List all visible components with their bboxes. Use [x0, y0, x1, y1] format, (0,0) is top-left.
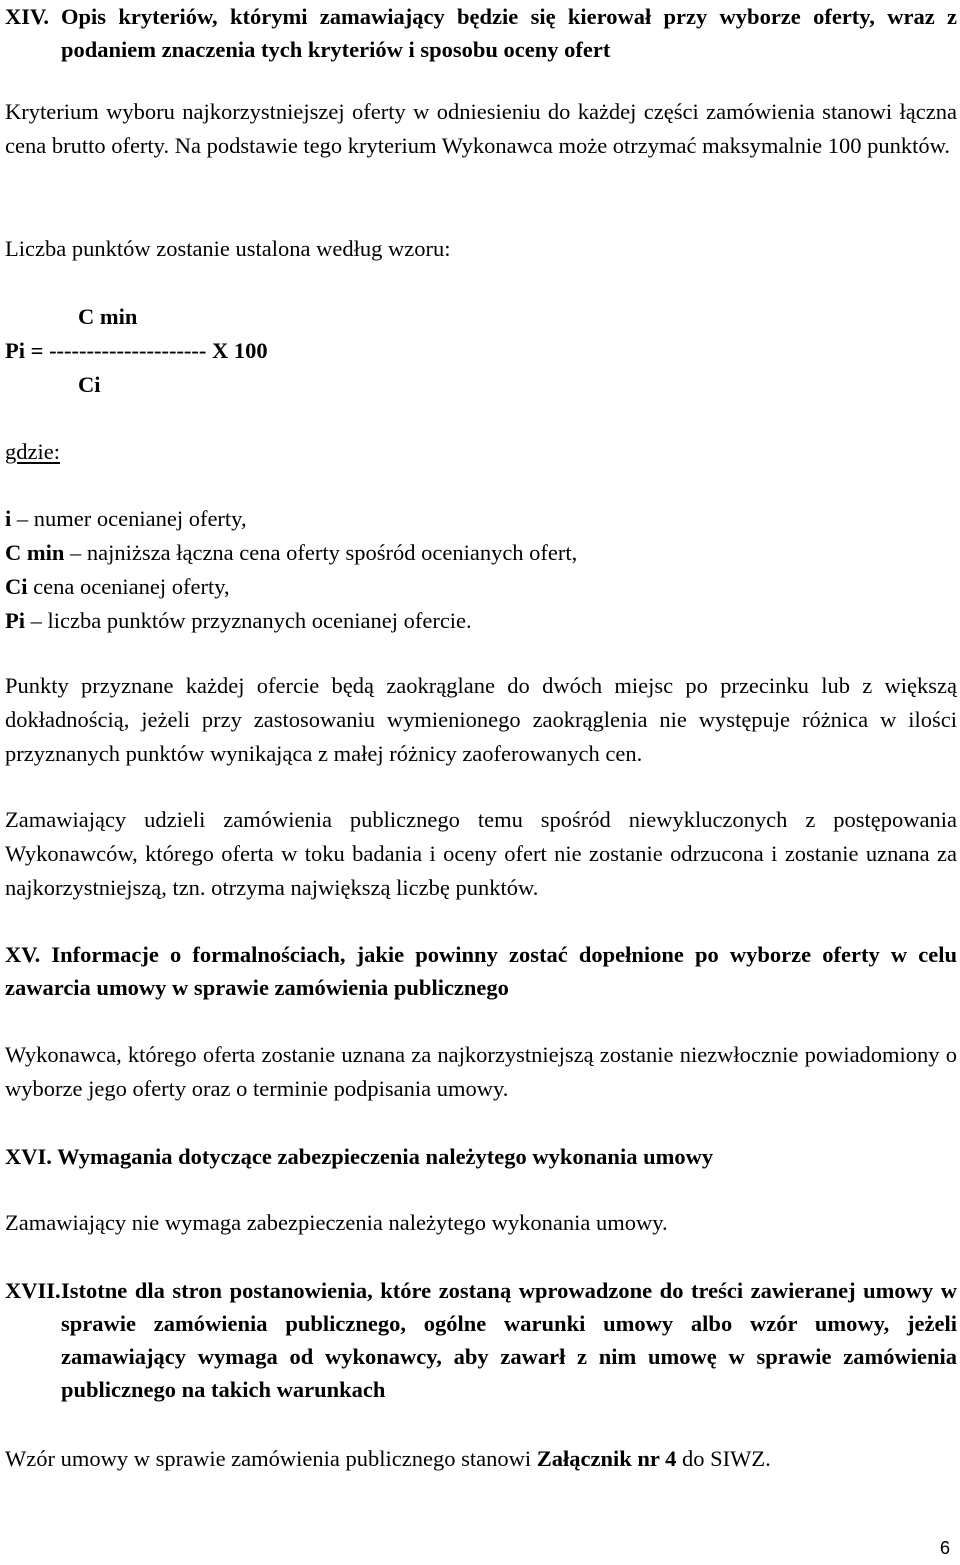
section-17-heading	[5, 1274, 957, 1406]
formula-denominator: Ci	[78, 372, 101, 397]
section-15-title-wrap	[5, 938, 957, 1004]
award-paragraph: Zamawiający udzieli zamówienia publicznego temu spośród niewykluczonych z postępowania Wykonawców, którego oferta w toku badania i oceny ofert nie zostanie odrzucona i zostanie uznana za najkorzystniejszą, tzn. otrzyma największą liczbę punktów.	[5, 807, 957, 900]
definition-item	[5, 576, 230, 599]
definition-desc: – liczba punktów przyznanych ocenianej ofercie.	[25, 608, 472, 633]
where-label: gdzie:	[5, 439, 60, 464]
definition-desc: cena ocenianej oferty,	[27, 574, 230, 599]
definition-term: C min	[5, 540, 65, 565]
section-15-number: XV.	[5, 942, 41, 967]
definition-item	[5, 508, 247, 531]
rounding-paragraph: Punkty przyznane każdej ofercie będą zaokrąglane do dwóch miejsc po przecinku lub z większą dokładnością, jeżeli przy zastosowaniu wymienionego zaokrąglenia nie występuje różnica w ilości przyznanych punktów wynikająca z małej różnicy zaoferowanych cen.	[5, 673, 957, 766]
section-17-body-suffix: do SIWZ.	[676, 1446, 771, 1471]
section-15-title: Informacje o formalnościach, jakie powinny zostać dopełnione po wyborze oferty w celu zawarcia umowy w sprawie zamówienia publicznego	[5, 942, 958, 1000]
section-16-number: XVI.	[5, 1144, 52, 1169]
section-15-heading	[5, 938, 957, 1004]
definition-item	[5, 542, 577, 565]
definition-term: Pi	[5, 608, 25, 633]
section-16-title: Wymagania dotyczące zabezpieczenia należytego wykonania umowy	[57, 1144, 714, 1169]
attachment-reference: Załącznik nr 4	[536, 1446, 677, 1471]
definition-desc: – numer ocenianej oferty,	[11, 506, 247, 531]
definition-desc: – najniższa łączna cena oferty spośród ocenianych ofert,	[64, 540, 578, 565]
formula-line: Pi = --------------------- X 100	[5, 338, 268, 363]
section-14-number: XIV.	[5, 4, 49, 29]
section-14-heading	[5, 0, 957, 66]
section-16-body: Zamawiający nie wymaga zabezpieczenia należytego wykonania umowy.	[5, 1210, 668, 1235]
definition-term: Ci	[5, 574, 28, 599]
criterion-paragraph: Kryterium wyboru najkorzystniejszej oferty w odniesieniu do każdej części zamówienia stanowi łączna cena brutto oferty. Na podstawie tego kryterium Wykonawca może otrzymać maksymalnie 100 punktów.	[5, 99, 957, 158]
section-17-body-prefix: Wzór umowy w sprawie zamówienia publicznego stanowi	[5, 1446, 537, 1471]
section-14-title: Opis kryteriów, którymi zamawiający będzie się kierował przy wyborze oferty, wraz z podaniem znaczenia tych kryteriów i sposobu oceny ofert	[61, 4, 957, 62]
section-16-title-wrap	[5, 1140, 957, 1173]
definition-item	[5, 610, 472, 633]
definition-term: i	[5, 506, 12, 531]
section-16-heading	[5, 1140, 957, 1173]
section-17-number: XVII.	[5, 1278, 61, 1303]
formula-intro: Liczba punktów zostanie ustalona według wzoru:	[5, 236, 451, 261]
formula-numerator: C min	[78, 304, 138, 329]
section-15-body: Wykonawca, którego oferta zostanie uznana za najkorzystniejszą zostanie niezwłocznie powiadomiony o wyborze jego oferty oraz o terminie podpisania umowy.	[5, 1042, 957, 1101]
page-number: 6	[939, 1538, 950, 1558]
section-17-body	[5, 1448, 771, 1471]
section-17-title: Istotne dla stron postanowienia, które zostaną wprowadzone do treści zawieranej umowy w sprawie zamówienia publicznego, ogólne warunki umowy albo wzór umowy, jeżeli zamawiający wymaga od wykonawcy, aby zawarł z nim umowę w sprawie zamówienia publicznego na takich warunkach	[61, 1278, 957, 1402]
